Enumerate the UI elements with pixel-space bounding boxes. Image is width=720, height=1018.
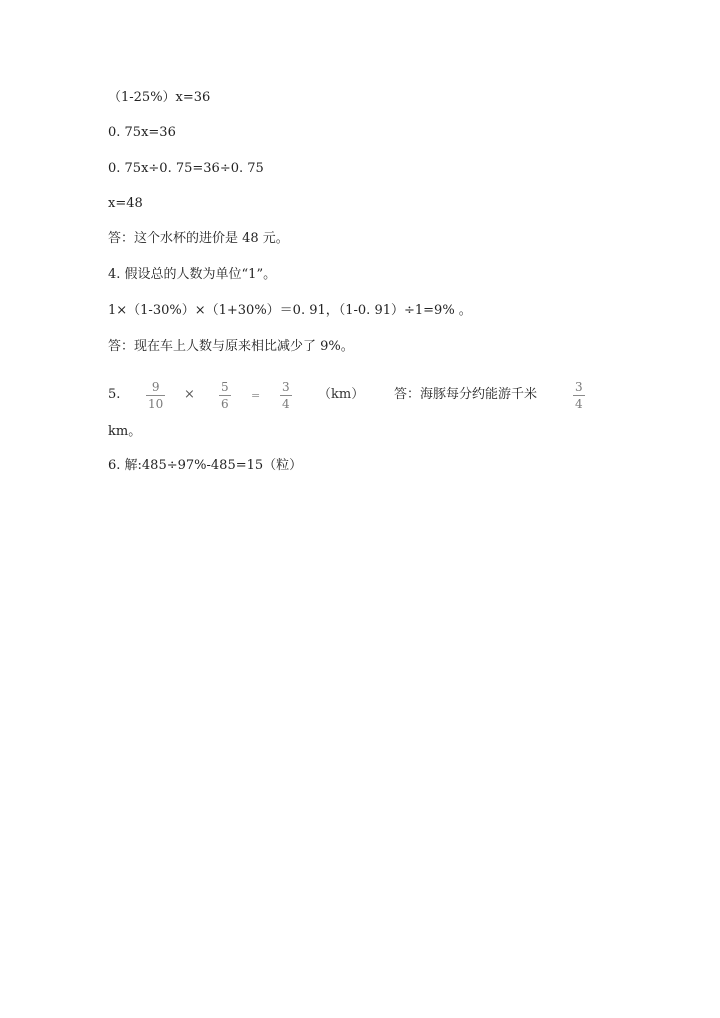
fraction-numerator: 5 bbox=[221, 380, 229, 394]
fraction-bar bbox=[146, 395, 165, 396]
fraction-numerator: 3 bbox=[282, 380, 290, 394]
equation-line-1: （1-25%）x=36 bbox=[108, 90, 211, 105]
answer-line-passengers: 答：现在车上人数与原来相比减少了 9%。 bbox=[108, 339, 354, 354]
equation-line-4: x=48 bbox=[108, 196, 143, 211]
problem-5-unit-line: km。 bbox=[108, 424, 142, 439]
unit-label: （km） bbox=[318, 387, 365, 402]
problem-4-equation: 1×（1-30%）×（1+30%）＝0. 91，（1-0. 91）÷1=9% 。 bbox=[108, 303, 472, 318]
equals-sign: = bbox=[251, 389, 261, 402]
equation-line-2: 0. 75x=36 bbox=[108, 125, 176, 140]
fraction-9-10 bbox=[146, 380, 165, 411]
fraction-bar bbox=[280, 395, 292, 396]
fraction-numerator: 9 bbox=[151, 380, 160, 394]
problem-4-heading: 4. 假设总的人数为单位“1”。 bbox=[108, 267, 277, 282]
problem-5-number: 5. bbox=[108, 387, 121, 402]
problem-6-solution: 6. 解:485÷97%-485=15（粒） bbox=[108, 458, 303, 473]
answer-line-cup: 答：这个水杯的进价是 48 元。 bbox=[108, 231, 289, 246]
fraction-bar bbox=[573, 395, 585, 396]
fraction-denominator: 6 bbox=[221, 397, 229, 411]
fraction-5-6 bbox=[219, 380, 231, 411]
fraction-denominator: 10 bbox=[148, 397, 164, 411]
fraction-denominator: 4 bbox=[282, 397, 290, 411]
times-sign: × bbox=[184, 387, 195, 402]
fraction-3-4-result bbox=[280, 380, 292, 411]
problem-5-answer: 答：海豚每分约能游千米 bbox=[394, 387, 538, 402]
fraction-bar bbox=[219, 395, 231, 396]
equation-line-3: 0. 75x÷0. 75=36÷0. 75 bbox=[108, 161, 264, 176]
fraction-3-4-answer bbox=[573, 380, 585, 411]
fraction-numerator: 3 bbox=[575, 380, 583, 394]
fraction-denominator: 4 bbox=[575, 397, 583, 411]
